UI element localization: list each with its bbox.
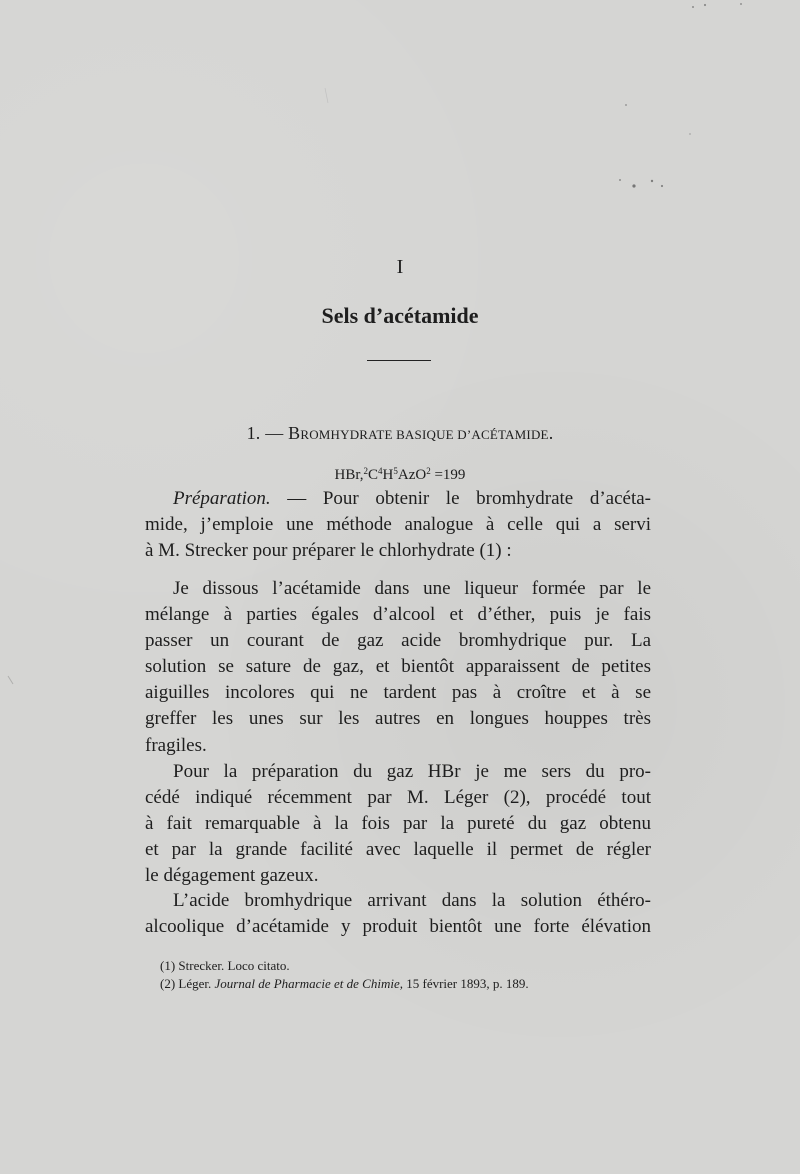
section-title-b: B (288, 423, 301, 443)
formula-prefix: HBr, (334, 467, 364, 483)
footnotes (160, 957, 620, 993)
title-divider (367, 360, 431, 361)
paragraph-dissolution (145, 576, 651, 759)
footnote-2-author: Léger. (178, 976, 212, 991)
paragraph-2-line-2: mélange à parties égales d’alcool et d’éther, puis je fais (145, 604, 651, 626)
formula-hydrogen-count: 5 (393, 466, 398, 476)
section-heading (0, 421, 800, 447)
formula-carbon: C (368, 467, 379, 483)
speck-mark (632, 184, 635, 187)
paragraph-preparation (145, 486, 651, 564)
paragraph-reaction (145, 888, 651, 940)
paragraph-4-line-1: L’acide bromhydrique arrivant dans la solution éthéro- (173, 890, 651, 911)
formula-oxygen-count: 2 (426, 466, 431, 476)
paragraph-2-line-4: solution se sature de gaz, et bientôt apparaissent de petites (145, 656, 651, 678)
paragraph-2-line-6: greffer les unes sur les autres en longues houppes très (145, 708, 651, 730)
preparation-label: Préparation. (173, 488, 271, 509)
paragraph-1-line-1-text: — Pour obtenir le bromhydrate d’acéta- (270, 488, 651, 509)
chapter-title: Sels d’acétamide (321, 303, 479, 328)
formula-hydrogen: H (382, 467, 394, 483)
footnote-2-journal: Journal de Pharmacie et de Chimie, (214, 976, 403, 991)
footnote-2-tail: 15 février 1893, p. 189. (406, 976, 529, 991)
footnote-1 (160, 957, 620, 975)
section-dash: — (265, 423, 284, 443)
paragraph-3-line-1: Pour la préparation du gaz HBr je me sers du pro- (173, 761, 651, 782)
paragraph-1-line-2: mide, j’emploie une méthode analogue à celle qui a servi (145, 514, 651, 536)
paragraph-1-line-3: à M. Strecker pour préparer le chlorhydrate (1) : (145, 540, 512, 562)
speck-mark (704, 4, 706, 6)
footnote-1-label: (1) (160, 958, 176, 973)
formula-azote-oxygen: AzO (397, 467, 427, 483)
section-title-part-3: D’ (457, 427, 472, 442)
speck-mark (625, 104, 627, 106)
footnote-2 (160, 975, 620, 993)
speck-mark (689, 133, 691, 135)
paragraph-4-line-2: alcoolique d’acétamide y produit bientôt une forte élévation (145, 916, 651, 938)
section-title-period: . (548, 423, 554, 443)
paragraph-3-line-3: à fait remarquable à la fois par la pureté du gaz obtenu (145, 813, 651, 835)
speck-mark (692, 6, 694, 8)
speck-mark (740, 3, 742, 5)
footnote-1-text: Strecker. Loco citato. (178, 958, 290, 973)
paragraph-2-line-3: passer un courant de gaz acide bromhydrique pur. La (145, 630, 651, 652)
paragraph-3-line-2: cédé indiqué récemment par M. Léger (2), procédé tout (145, 787, 651, 809)
speck-mark (8, 676, 13, 684)
section-number: 1. (246, 423, 261, 443)
chemical-formula (0, 460, 800, 486)
paragraph-3-line-5: le dégagement gazeux. (145, 865, 319, 887)
paragraph-2-line-1: Je dissous l’acétamide dans une liqueur formée par le (173, 578, 651, 599)
footnote-2-label: (2) (160, 976, 176, 991)
speck-mark (325, 88, 328, 103)
formula-carbon-count: 4 (378, 466, 383, 476)
section-title-part-1: ROMHYDRATE (300, 427, 397, 442)
section-title-part-2: BASIQUE (396, 427, 458, 442)
chapter-number: I (396, 256, 404, 278)
speck-mark (619, 179, 621, 181)
section-title-part-4: ACÉTAMIDE (471, 427, 549, 442)
speck-mark (661, 185, 663, 187)
paragraph-3-line-4: et par la grande facilité avec laquelle il permet de régler (145, 839, 651, 861)
paragraph-2-line-5: aiguilles incolores qui ne tardent pas à croître et à se (145, 682, 651, 704)
paragraph-2-line-7: fragiles. (145, 734, 207, 756)
paragraph-1-line-1 (145, 486, 651, 512)
speck-mark (651, 180, 653, 182)
paragraph-gas-preparation (145, 759, 651, 889)
formula-weight: =199 (430, 467, 466, 483)
formula-coefficient: 2 (363, 466, 369, 476)
